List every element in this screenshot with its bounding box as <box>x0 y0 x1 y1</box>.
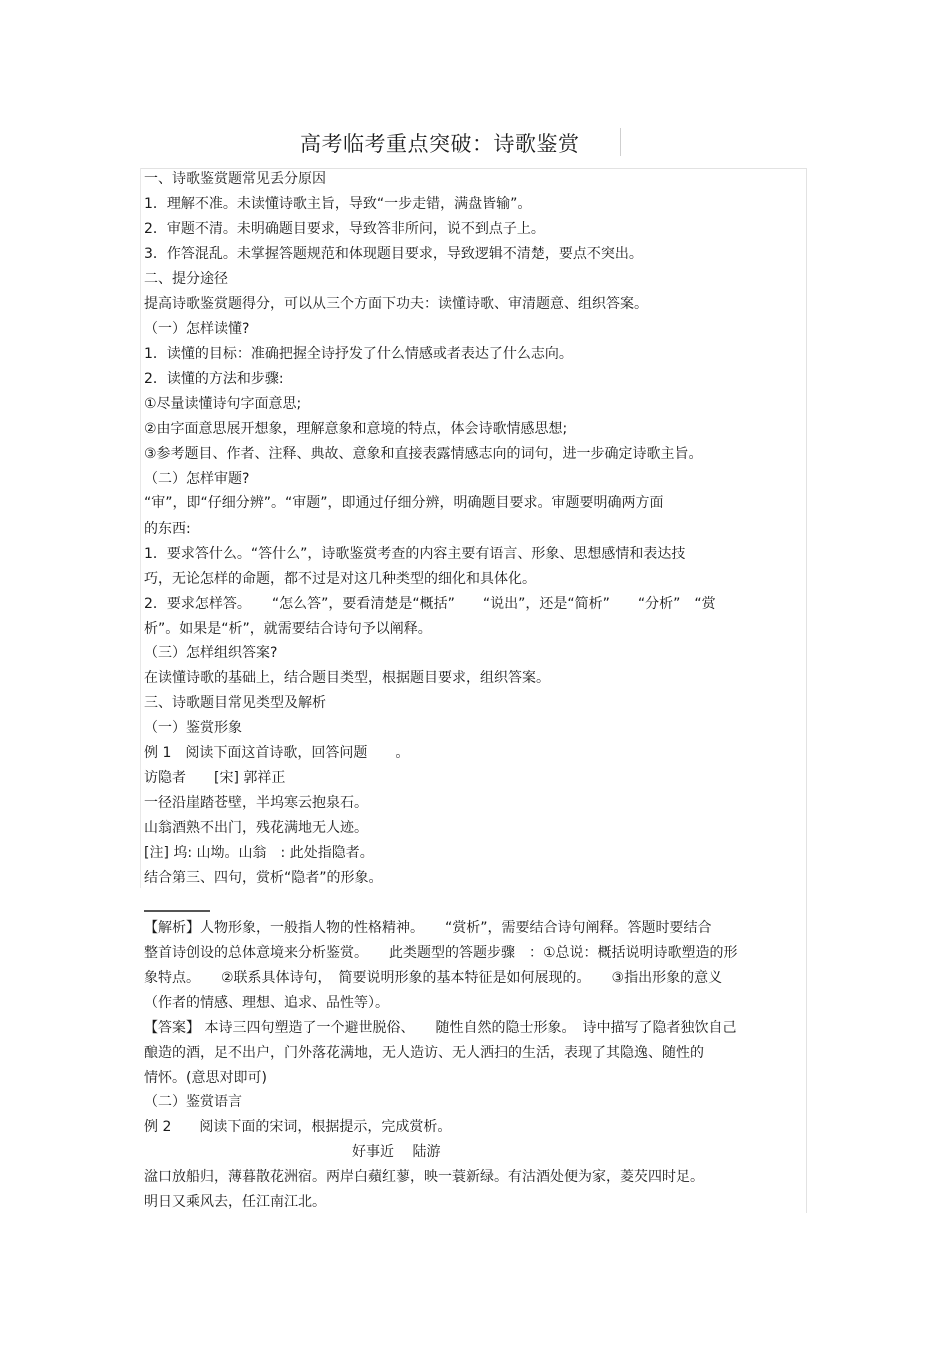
subsection-heading: （一）怎样读懂? <box>144 321 250 337</box>
text-line: 1．要求答什么。“答什么”，诗歌鉴赏考查的内容主要有语言、形象、思想感情和表达技 <box>144 546 686 562</box>
poem-title: 好事近 陆游 <box>352 1144 441 1160</box>
question-line: 结合第三、四句，赏析“隐者”的形象。 <box>144 870 383 886</box>
poem-line: 山翁酒熟不出门，残花满地无人迹。 <box>144 820 368 836</box>
subsection-heading: （二）鉴赏语言 <box>144 1094 242 1110</box>
section-heading: 三、诗歌题目常见类型及解析 <box>144 695 326 711</box>
subsection-heading: （二）怎样审题? <box>144 471 250 487</box>
frame-left-border <box>140 168 141 888</box>
poem-line: 一径沿崖踏苍壁，半坞寒云抱泉石。 <box>144 795 368 811</box>
poem-note: [注] 坞: 山坳。山翁 : 此处指隐者。 <box>144 845 374 861</box>
poem-line: 明日又乘风去，任江南江北。 <box>144 1194 326 1210</box>
text-line: 2．读懂的方法和步骤: <box>144 371 284 387</box>
text-line: 2．要求怎样答。 “怎么答”，要看清楚是“概括” “说出”，还是“简析” “分析” “赏 <box>144 596 716 612</box>
analysis-line: （作者的情感、理想、追求、品性等）。 <box>144 995 389 1011</box>
section-heading: 二、提分途径 <box>144 271 228 287</box>
answer-line: 酿造的酒，足不出户，门外落花满地，无人造访、无人洒扫的生活，表现了其隐逸、随性的 <box>144 1045 704 1061</box>
text-line: 巧，无论怎样的命题，都不过是对这几种类型的细化和具体化。 <box>144 571 536 587</box>
example-prompt: 例 2 阅读下面的宋词，根据提示，完成赏析。 <box>144 1119 452 1135</box>
text-line: 在读懂诗歌的基础上，结合题目类型，根据题目要求，组织答案。 <box>144 670 550 686</box>
divider-rule <box>144 910 210 912</box>
example-prompt: 例 1 阅读下面这首诗歌，回答问题 。 <box>144 745 410 761</box>
frame-right-border <box>806 168 807 1213</box>
text-line: 1．读懂的目标：准确把握全诗抒发了什么情感或者表达了什么志向。 <box>144 346 573 362</box>
poem-line: 湓口放船归，薄暮散花洲宿。两岸白蘋红蓼，映一蓑新绿。有沽酒处便为家，菱芡四时足。 <box>144 1169 704 1185</box>
analysis-line: 【解析】人物形象，一般指人物的性格精神。 “赏析”，需要结合诗句阐释。答题时要结合 <box>144 920 712 936</box>
text-line: ③参考题目、作者、注释、典故、意象和直接表露情感志向的词句，进一步确定诗歌主旨。 <box>144 446 703 462</box>
section-heading: 一、诗歌鉴赏题常见丢分原因 <box>144 171 326 187</box>
poem-heading: 访隐者 [宋] 郭祥正 <box>144 770 286 786</box>
text-line: 2．审题不清。未明确题目要求，导致答非所问，说不到点子上。 <box>144 221 545 237</box>
analysis-line: 整首诗创设的总体意境来分析鉴赏。 此类题型的答题步骤 ：①总说：概括说明诗歌塑造的形 <box>144 945 738 961</box>
text-line: 1．理解不准。未读懂诗歌主旨，导致“一步走错，满盘皆输”。 <box>144 196 532 212</box>
subsection-heading: （一）鉴赏形象 <box>144 720 242 736</box>
analysis-line: 象特点。 ②联系具体诗句， 简要说明形象的基本特征是如何展现的。 ③指出形象的意义 <box>144 970 723 986</box>
answer-line: 情怀。(意思对即可) <box>144 1070 267 1086</box>
subsection-heading: （三）怎样组织答案? <box>144 645 278 661</box>
text-line: ①尽量读懂诗句字面意思; <box>144 396 302 412</box>
text-line: ②由字面意思展开想象，理解意象和意境的特点，体会诗歌情感思想; <box>144 421 568 437</box>
text-line: 提高诗歌鉴赏题得分，可以从三个方面下功夫：读懂诗歌、审清题意、组织答案。 <box>144 296 648 312</box>
text-line: 3．作答混乱。未掌握答题规范和体现题目要求，导致逻辑不清楚，要点不突出。 <box>144 246 643 262</box>
text-line: 的东西: <box>144 521 191 537</box>
text-line: 析”。如果是“析”，就需要结合诗句予以阐释。 <box>144 621 432 637</box>
text-line: “审”，即“仔细分辨”。“审题”，即通过仔细分辨，明确题目要求。审题要明确两方面 <box>144 495 664 511</box>
title-rule <box>620 128 621 156</box>
answer-line: 【答案】 本诗三四句塑造了一个避世脱俗、 随性自然的隐士形象。 诗中描写了隐者独饮自己 <box>144 1020 737 1036</box>
page-title: 高考临考重点突破：诗歌鉴赏 <box>300 132 580 156</box>
